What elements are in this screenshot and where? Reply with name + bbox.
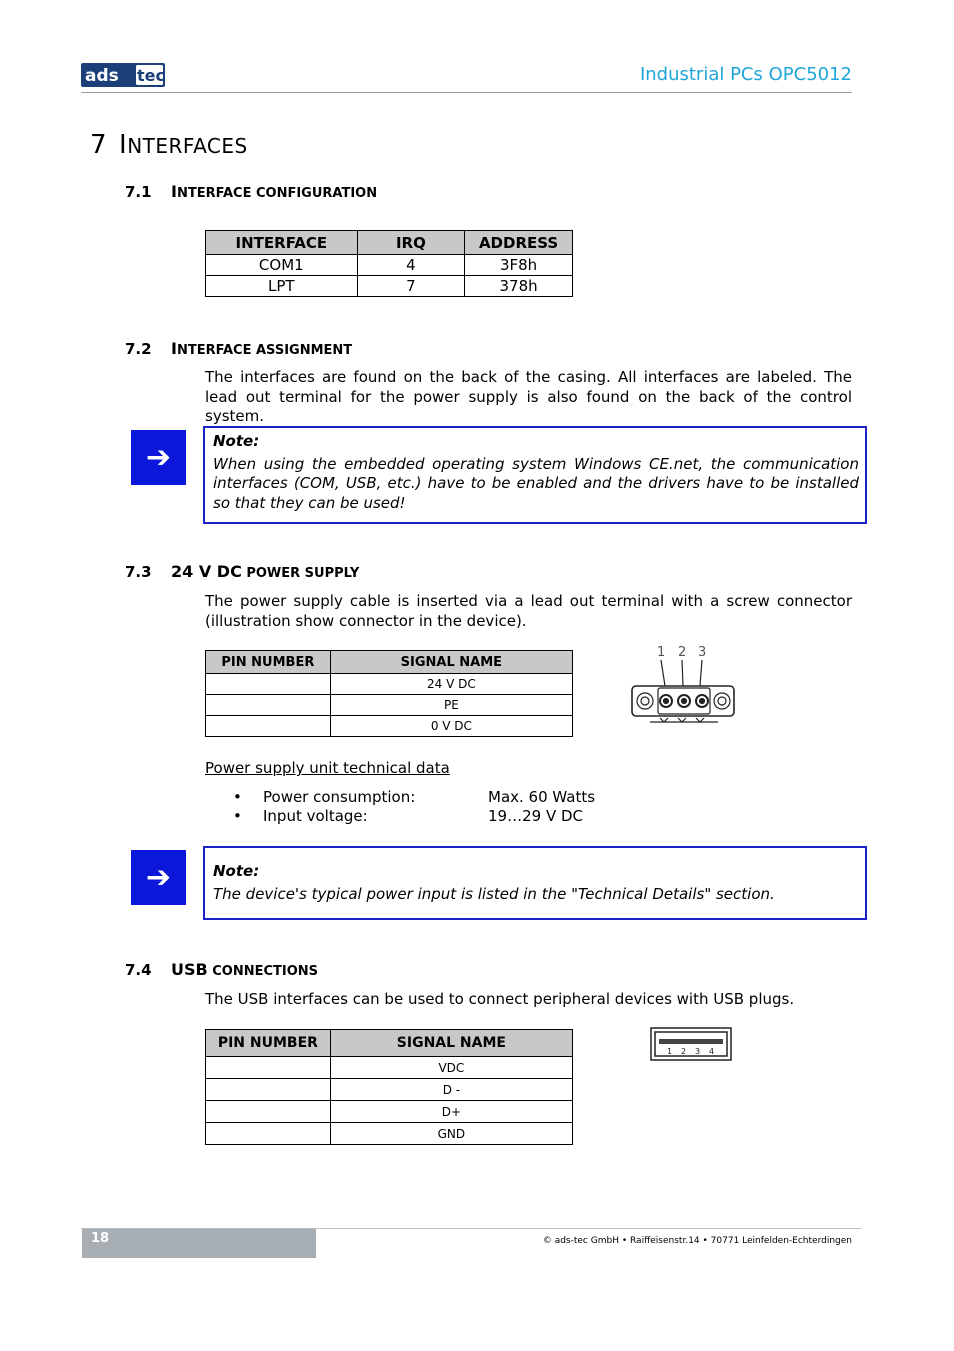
interface-configuration-table — [205, 230, 573, 297]
usb-pin-label: 2 — [681, 1047, 687, 1056]
bullet-dot: • — [233, 807, 242, 825]
usb-pin-label: 1 — [667, 1047, 673, 1056]
table-cell: PE — [330, 695, 572, 716]
section-heading-7-3 — [125, 562, 359, 581]
column-header: SIGNAL NAME — [330, 1030, 572, 1057]
section-number: 7.3 — [125, 563, 152, 581]
section-heading-7-1 — [125, 182, 377, 201]
table-row — [206, 716, 573, 737]
table-header-row — [206, 231, 573, 255]
table-cell — [206, 716, 331, 737]
column-header: PIN NUMBER — [206, 1030, 331, 1057]
bullet-label: Power consumption: — [263, 788, 416, 806]
note-box-os — [203, 426, 867, 524]
table-cell: 7 — [357, 276, 465, 297]
column-header: SIGNAL NAME — [330, 651, 572, 674]
column-header: INTERFACE — [206, 231, 358, 255]
column-header: PIN NUMBER — [206, 651, 331, 674]
table-cell: 0 V DC — [330, 716, 572, 737]
table-row — [206, 255, 573, 276]
power-supply-text: The power supply cable is inserted via a lead out terminal with a screw connector (illustration show connector in the device). — [205, 592, 852, 630]
section-title-big: USB — [171, 960, 208, 979]
table-row — [206, 674, 573, 695]
page-number: 18 — [91, 1231, 110, 1246]
table-cell — [206, 1123, 331, 1145]
table-cell: COM1 — [206, 255, 358, 276]
ads-tec-logo — [81, 62, 165, 88]
section-title-rest: CONNECTIONS — [207, 964, 319, 979]
bullet-label: Input voltage: — [263, 807, 368, 825]
usb-connector-illustration — [650, 1027, 732, 1061]
note-label: Note: — [213, 432, 260, 450]
section-title-initial: I — [171, 339, 177, 358]
table-cell: 24 V DC — [330, 674, 572, 695]
table-cell: D+ — [330, 1101, 572, 1123]
interface-assignment-text: The interfaces are found on the back of the casing. All interfaces are labeled. The lead out terminal for the power supply is also found on the back of the control system. — [205, 368, 852, 425]
column-header: ADDRESS — [465, 231, 573, 255]
svg-text:ads: ads — [85, 66, 119, 86]
chapter-number: 7 — [90, 130, 108, 160]
section-title-initial: I — [171, 182, 177, 201]
note-text: The device's typical power input is listed in the "Technical Details" section. — [213, 884, 775, 903]
chapter-title-initial: I — [119, 130, 128, 160]
power-pin-table — [205, 650, 573, 737]
table-cell — [206, 1057, 331, 1079]
svg-text:tec: tec — [137, 66, 165, 85]
table-row — [206, 276, 573, 297]
table-cell: LPT — [206, 276, 358, 297]
connector-label: 3 — [698, 645, 707, 660]
column-header: IRQ — [357, 231, 465, 255]
usb-pin-label: 3 — [695, 1047, 701, 1056]
table-cell: D - — [330, 1079, 572, 1101]
section-number: 7.2 — [125, 340, 152, 358]
list-item — [233, 807, 583, 825]
section-title-rest: NTERFACE ASSIGNMENT — [176, 343, 353, 358]
table-row — [206, 1101, 573, 1123]
right-arrow-icon: ➔ — [131, 850, 186, 905]
table-cell — [206, 1079, 331, 1101]
connector-label: 1 — [657, 645, 666, 660]
power-connector-illustration — [630, 642, 738, 726]
section-title-rest: NTERFACE CONFIGURATION — [176, 186, 378, 201]
page-number-bar — [82, 1229, 316, 1258]
note-text: When using the embedded operating system Windows CE.net, the communication interfaces (COM, USB, etc.) have to be enabled and the drivers have to be installed so that they can be used! — [213, 454, 859, 512]
section-title-rest: POWER SUPPLY — [241, 566, 360, 581]
header-divider — [81, 92, 852, 93]
copyright-text: © ads-tec GmbH • Raiffeisenstr.14 • 70771 Leinfelden-Echterdingen — [542, 1236, 852, 1246]
document-title: Industrial PCs OPC5012 — [639, 64, 852, 85]
usb-pin-table — [205, 1029, 573, 1145]
section-heading-7-2 — [125, 339, 352, 358]
table-cell — [206, 674, 331, 695]
table-cell: GND — [330, 1123, 572, 1145]
connector-label: 2 — [678, 645, 687, 660]
table-header-row — [206, 651, 573, 674]
table-row — [206, 1057, 573, 1079]
table-cell: VDC — [330, 1057, 572, 1079]
bullet-value: 19…29 V DC — [488, 807, 583, 825]
table-header-row — [206, 1030, 573, 1057]
bullet-value: Max. 60 Watts — [488, 788, 596, 806]
table-row — [206, 1079, 573, 1101]
section-heading-7-4 — [125, 960, 318, 979]
bullet-dot: • — [233, 788, 242, 806]
table-cell — [206, 695, 331, 716]
note-box-power — [203, 846, 867, 920]
section-title-big: 24 V DC — [171, 562, 242, 581]
table-cell — [206, 1101, 331, 1123]
usb-text: The USB interfaces can be used to connect peripheral devices with USB plugs. — [205, 990, 795, 1008]
usb-pin-label: 4 — [709, 1047, 715, 1056]
psu-technical-data-heading: Power supply unit technical data — [205, 759, 450, 777]
table-cell: 378h — [465, 276, 573, 297]
section-number: 7.4 — [125, 961, 152, 979]
table-cell: 3F8h — [465, 255, 573, 276]
right-arrow-icon: ➔ — [131, 430, 186, 485]
table-row — [206, 1123, 573, 1145]
table-cell: 4 — [357, 255, 465, 276]
note-label: Note: — [213, 862, 260, 880]
chapter-title-rest: NTERFACES — [127, 134, 248, 158]
chapter-heading — [90, 130, 248, 160]
table-row — [206, 695, 573, 716]
list-item — [233, 788, 596, 806]
section-number: 7.1 — [125, 183, 152, 201]
